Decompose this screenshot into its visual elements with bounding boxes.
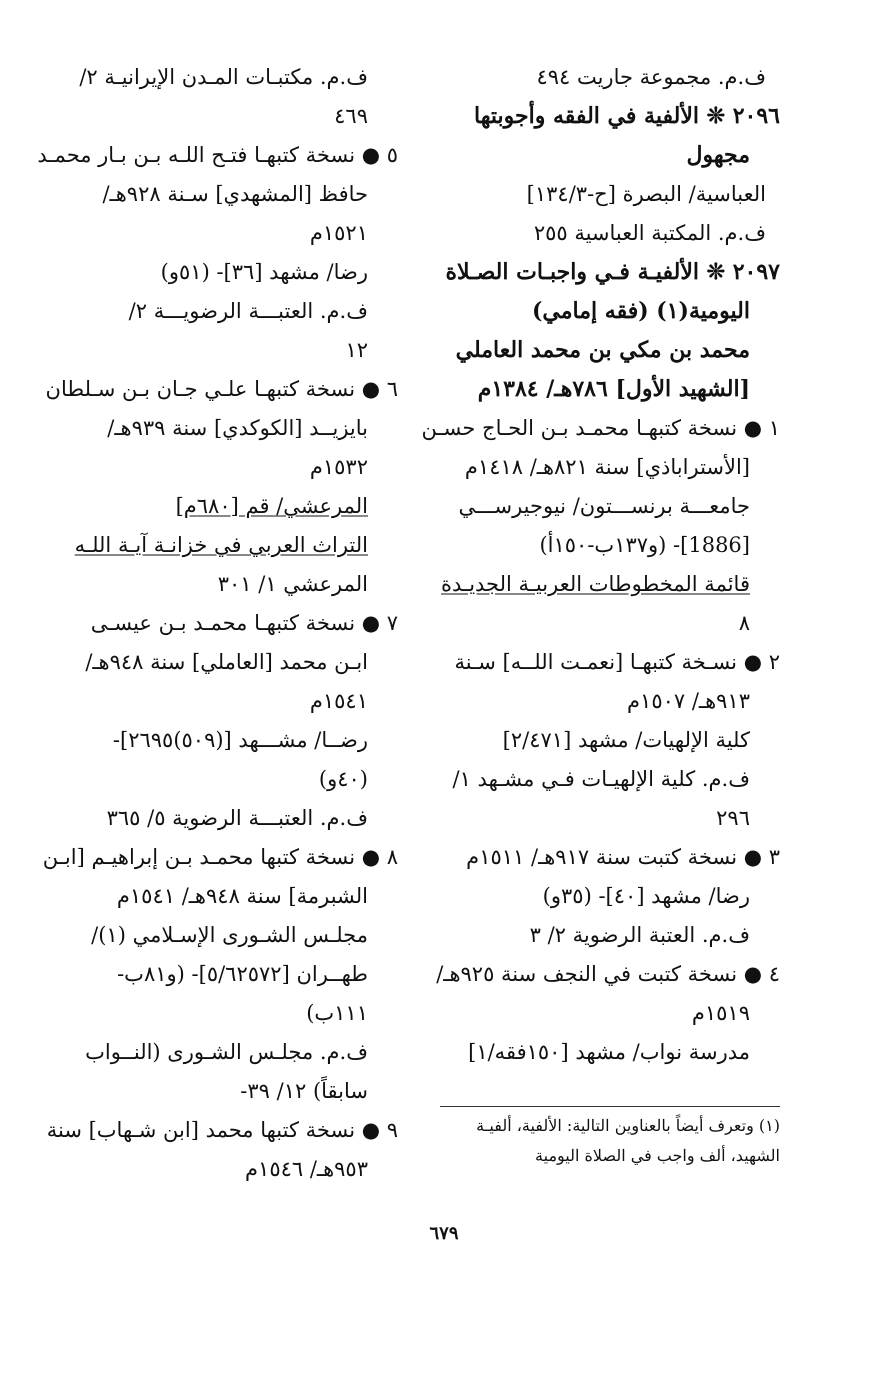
text-line: [الشهيد الأول] ٧٨٦هـ/ ١٣٨٤م xyxy=(477,376,750,402)
text-line: ١ ● نسخة كتبهـا محمـد بـن الحـاج حسـن xyxy=(421,416,780,440)
text-line: حافظ [المشهدي] سـنة ٩٢٨هـ/ xyxy=(102,182,368,206)
text-line: المرعشي/ قم [٦٨٠م] xyxy=(175,494,368,518)
text-line: ٦ ● نسخة كتبهـا علـي جـان بـن سـلطان xyxy=(45,377,398,401)
text-line: ١٢ xyxy=(345,338,368,362)
text-line: ف.م. كلية الإلهيـات فـي مشـهد ١/ xyxy=(452,767,750,791)
text-line: ف.م. العتبـــة الرضوية ٥/ ٣٦٥ xyxy=(106,806,368,830)
text-line: ٥ ● نسخة كتبهـا فتـح اللـه بـن بـار محمـد xyxy=(37,143,398,167)
text-line: الشبرمة] سنة ٩٤٨هـ/ ١٥٤١م xyxy=(116,884,368,908)
text-line: التراث العربي في خزانـة آيـة اللـه xyxy=(74,533,368,557)
text-line: ٨ ● نسخة كتبها محمـد بـن إبراهيـم [ابـن xyxy=(42,845,398,869)
footnote-line: (١) وتعرف أيضاً بالعناوين التالية: الألفية، ألفيـة xyxy=(476,1116,780,1135)
text-line: ٩١٣هـ/ ١٥٠٧م xyxy=(627,689,750,713)
text-line: رضــا/ مشـــهد [(٥٠٩)٢٦٩٥]- xyxy=(112,728,368,752)
text-line: ١٥١٩م xyxy=(691,1001,750,1025)
text-line: ٤٦٩ xyxy=(334,104,368,128)
text-line: اليومية(١) (فقه إمامي) xyxy=(532,298,750,324)
text-line: ٢٠٩٦ ❊ الألفية في الفقه وأجوبتها xyxy=(474,103,780,129)
text-line: ف.م. المكتبة العباسية ٢٥٥ xyxy=(533,221,766,245)
text-line: مجلـس الشـورى الإسـلامي (١)/ xyxy=(91,923,368,947)
text-line: محمد بن مكي بن محمد العاملي xyxy=(455,337,750,363)
text-line: ١٥٤١م xyxy=(309,689,368,713)
text-line: ٧ ● نسخة كتبهـا محمـد بـن عيسـى xyxy=(90,611,398,635)
text-line: ٣ ● نسخة كتبت سنة ٩١٧هـ/ ١٥١١م xyxy=(466,845,780,869)
text-line: رضا/ مشهد [٣٦]- (٥١و) xyxy=(160,260,368,284)
text-line: ٩٥٣هـ/ ١٥٤٦م xyxy=(245,1157,368,1181)
text-line: ٨ xyxy=(738,611,750,635)
text-line: ١٥٣٢م xyxy=(309,455,368,479)
text-line: ٢٩٦ xyxy=(716,806,750,830)
text-line: [1886]- (و١٣٧ب-١٥٠أ) xyxy=(539,533,750,557)
text-line: ٤ ● نسخة كتبت في النجف سنة ٩٢٥هـ/ xyxy=(436,962,780,986)
left-column xyxy=(37,58,398,1189)
text-line: ٢ ● نسـخة كتبهـا [نعمـت اللــه] سـنة xyxy=(454,650,780,674)
text-line: طهــران [٥/٦٢٥٧٢]- (و٨١ب- xyxy=(117,962,368,986)
text-line: ف.م. العتبة الرضوية ٢/ ٣ xyxy=(529,923,750,947)
text-line: ٢٠٩٧ ❊ الألفيـة فـي واجبـات الصـلاة xyxy=(445,259,780,285)
text-line: ف.م. مجموعة جاريت ٤٩٤ xyxy=(536,65,766,89)
text-line: مجهول xyxy=(686,142,750,168)
text-line: كلية الإلهيات/ مشهد [٢/٤٧١] xyxy=(502,728,750,752)
text-line: مدرسة نواب/ مشهد [١٥٠فقه/١] xyxy=(468,1040,750,1064)
text-line: رضا/ مشهد [٤٠]- (٣٥و) xyxy=(542,884,750,908)
page-number: ٦٧٩ xyxy=(429,1223,459,1244)
text-line: ٩ ● نسخة كتبها محمد [ابن شـهاب] سنة xyxy=(46,1118,398,1142)
text-line: [الأستراباذي] سنة ٨٢١هـ/ ١٤١٨م xyxy=(464,455,750,479)
text-line: سابقاً) ١٢/ ٣٩- xyxy=(240,1079,368,1103)
text-line: (٤٠و) xyxy=(318,767,368,791)
text-line: المرعشي ١/ ٣٠١ xyxy=(217,572,368,596)
footnote xyxy=(440,1106,780,1171)
text-line: جامعـــة برنســـتون/ نيوجيرســـي xyxy=(458,494,750,518)
text-line: العباسية/ البصرة [ح-١٣٤/٣] xyxy=(526,182,766,206)
right-column xyxy=(421,58,780,1072)
text-line: ابـن محمد [العاملي] سنة ٩٤٨هـ/ xyxy=(85,650,368,674)
footnote-divider xyxy=(440,1106,780,1107)
text-line: ف.م. مكتبـات المـدن الإيرانيـة ٢/ xyxy=(79,65,368,89)
text-line: ف.م. العتبـــة الرضويـــة ٢/ xyxy=(128,299,368,323)
text-line: قائمة المخطوطات العربيـة الجديـدة xyxy=(441,572,750,596)
text-line: ١١١ب) xyxy=(306,1001,368,1025)
text-line: بايزيــد [الكوكدي] سنة ٩٣٩هـ/ xyxy=(107,416,368,440)
footnote-line: الشهيد، ألف واجب في الصلاة اليومية xyxy=(535,1146,780,1165)
text-line: ف.م. مجلـس الشـورى (النــواب xyxy=(85,1040,368,1064)
text-line: ١٥٢١م xyxy=(309,221,368,245)
